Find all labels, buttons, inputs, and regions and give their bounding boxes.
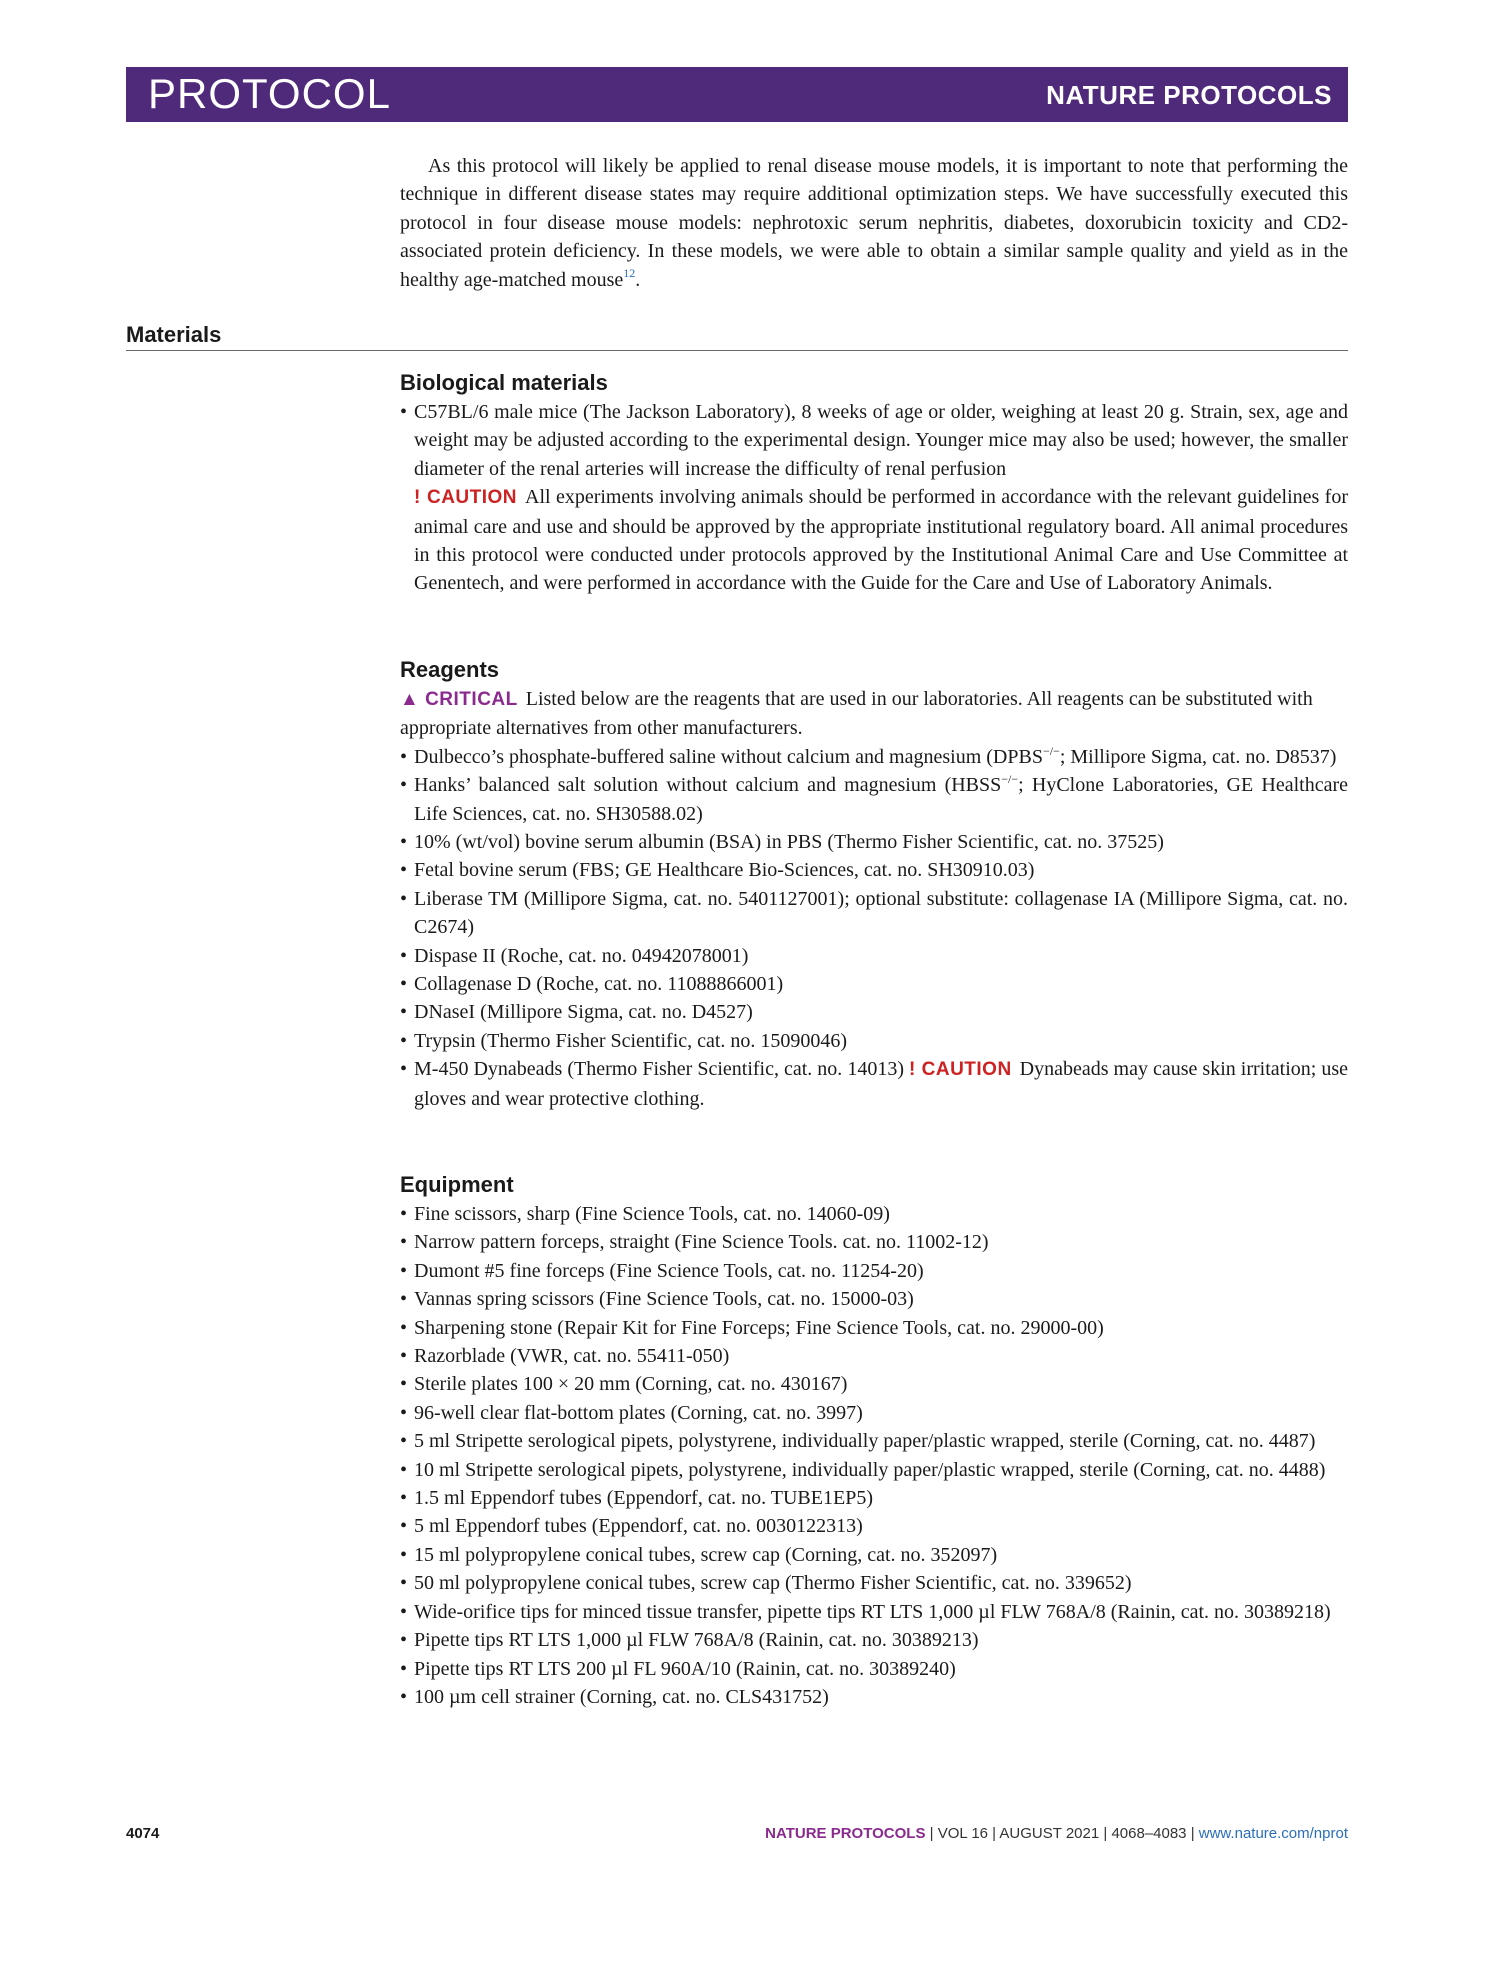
page-footer [126,1825,1348,1849]
list-item: • 96-well clear flat-bottom plates (Corning, cat. no. 3997) [400,1399,1348,1427]
list-item: • 10% (wt/vol) bovine serum albumin (BSA) in PBS (Thermo Fisher Scientific, cat. no. 37525) [400,828,1348,856]
journal-name: NATURE PROTOCOLS [1046,80,1332,110]
list-item: • 15 ml polypropylene conical tubes, screw cap (Corning, cat. no. 352097) [400,1541,1348,1569]
list-item: • Fetal bovine serum (FBS; GE Healthcare Bio-Sciences, cat. no. SH30910.03) [400,856,1348,884]
intro-paragraph [400,152,1348,294]
list-item: • Collagenase D (Roche, cat. no. 11088866001) [400,970,1348,998]
list-item: • Liberase TM (Millipore Sigma, cat. no. 5401127001); optional substitute: collagenase IA (Millipore Sigma, cat. no. C2674) [400,885,1348,942]
intro-text: As this protocol will likely be applied to renal disease mouse models, it is important to note that performing the technique in different disease states may require additional optimization steps. We have successfully executed this protocol in four disease mouse models: nephrotoxic serum nephritis, diabetes, doxorubicin toxicity and CD2-associated protein deficiency. In these models, we were able to obtain a similar sample quality and yield as in the healthy age-matched mouse [400,155,1348,291]
citation [765,1825,1348,1842]
reagent-text: ; Millipore Sigma, cat. no. D8537) [1059,745,1337,768]
list-item: • Wide-orifice tips for minced tissue transfer, pipette tips RT LTS 1,000 µl FLW 768A/8 (Rainin, cat. no. 30389218) [400,1598,1348,1626]
list-item: • Fine scissors, sharp (Fine Science Tools, cat. no. 14060-09) [400,1200,1348,1228]
journal-url-link[interactable]: www.nature.com/nprot [1198,1825,1348,1842]
superscript: −/− [1001,772,1019,787]
critical-note [400,685,1348,743]
list-item: • Pipette tips RT LTS 200 µl FL 960A/10 (Rainin, cat. no. 30389240) [400,1655,1348,1683]
equipment-section [400,1170,1348,1711]
list-item: • 5 ml Eppendorf tubes (Eppendorf, cat. no. 0030122313) [400,1512,1348,1540]
list-item: • Trypsin (Thermo Fisher Scientific, cat. no. 15090046) [400,1027,1348,1055]
critical-text: Listed below are the reagents that are used in our laboratories. All reagents can be substituted with appropriate alternatives from other manufacturers. [400,688,1313,740]
list-item [400,1055,1348,1113]
list-item [400,771,1348,828]
list-item: • 5 ml Stripette serological pipets, polystyrene, individually paper/plastic wrapped, sterile (Corning, cat. no. 4487) [400,1427,1348,1455]
list-item: • DNaseI (Millipore Sigma, cat. no. D4527) [400,998,1348,1026]
materials-heading: Materials [126,322,1348,351]
intro-end: . [635,268,641,291]
bio-item-text: C57BL/6 male mice (The Jackson Laboratory), 8 weeks of age or older, weighing at least 20 g. Strain, sex, age and weight may be adjusted according to the experimental design. Younger mice may also be used; however, the smaller diameter of the renal arteries will increase the difficulty of renal perfusion [414,401,1348,480]
list-item: • Dispase II (Roche, cat. no. 04942078001) [400,942,1348,970]
volume: VOL 16 [937,1825,989,1842]
reagent-text: Dulbecco’s phosphate-buffered saline without calcium and magnesium (DPBS [414,745,1043,768]
reagents-section [400,655,1348,1113]
caution-label: ! CAUTION [909,1059,1012,1081]
reference-12[interactable]: 12 [623,265,636,280]
caution-label: ! CAUTION [414,487,518,509]
page-number: 4074 [126,1825,160,1842]
list-item: • Razorblade (VWR, cat. no. 55411-050) [400,1342,1348,1370]
reagent-text: M-450 Dynabeads (Thermo Fisher Scientific, cat. no. 14013) [414,1058,904,1081]
list-item: • 10 ml Stripette serological pipets, polystyrene, individually paper/plastic wrapped, sterile (Corning, cat. no. 4488) [400,1456,1348,1484]
list-item: • Sterile plates 100 × 20 mm (Corning, cat. no. 430167) [400,1370,1348,1398]
list-item [400,398,1348,598]
reagents-list [400,743,1348,1113]
reagent-text: ; HyClone Laboratories, GE Healthcare Life Sciences, cat. no. SH30588.02) [414,774,1348,825]
caution-text: Dynabeads may cause skin irritation; use gloves and wear protective clothing. [414,1058,1348,1110]
critical-label: ▲ CRITICAL [400,689,518,710]
separator: | [1186,1825,1199,1842]
list-item: • 100 µm cell strainer (Corning, cat. no. CLS431752) [400,1683,1348,1711]
list-item: • Dumont #5 fine forceps (Fine Science Tools, cat. no. 11254-20) [400,1257,1348,1285]
list-item [400,743,1348,771]
header-bar [126,67,1348,122]
biological-materials-section [400,368,1348,598]
caution-text: All experiments involving animals should be performed in accordance with the relevant guidelines for animal care and use and should be approved by the appropriate institutional regulatory board. All animal procedures in this protocol were conducted under protocols approved by the Institutional Animal Care and Use Committee at Genentech, and were performed in accordance with the Guide for the Care and Use of Laboratory Animals. [414,486,1348,595]
separator: | [988,1825,1000,1842]
separator: | [1099,1825,1112,1842]
list-item: • 50 ml polypropylene conical tubes, screw cap (Thermo Fisher Scientific, cat. no. 339652) [400,1569,1348,1597]
biological-materials-heading: Biological materials [400,370,608,395]
list-item: • 1.5 ml Eppendorf tubes (Eppendorf, cat. no. TUBE1EP5) [400,1484,1348,1512]
separator: | [925,1825,938,1842]
list-item: • Pipette tips RT LTS 1,000 µl FLW 768A/8 (Rainin, cat. no. 30389213) [400,1626,1348,1654]
equipment-heading: Equipment [400,1172,514,1197]
list-item: • Narrow pattern forceps, straight (Fine Science Tools. cat. no. 11002-12) [400,1228,1348,1256]
reagents-heading: Reagents [400,657,500,682]
superscript: −/− [1042,743,1060,758]
footer-journal: NATURE PROTOCOLS [765,1825,926,1842]
list-item: • Vannas spring scissors (Fine Science Tools, cat. no. 15000-03) [400,1285,1348,1313]
equipment-list [400,1200,1348,1711]
list-item: • Sharpening stone (Repair Kit for Fine Forceps; Fine Science Tools, cat. no. 29000-00) [400,1314,1348,1342]
issue-date: AUGUST 2021 [999,1825,1100,1842]
biological-list [400,398,1348,598]
section-label: PROTOCOL [148,70,391,117]
reagent-text: Hanks’ balanced salt solution without calcium and magnesium (HBSS [414,774,1002,797]
page-range: 4068–4083 [1111,1825,1187,1842]
